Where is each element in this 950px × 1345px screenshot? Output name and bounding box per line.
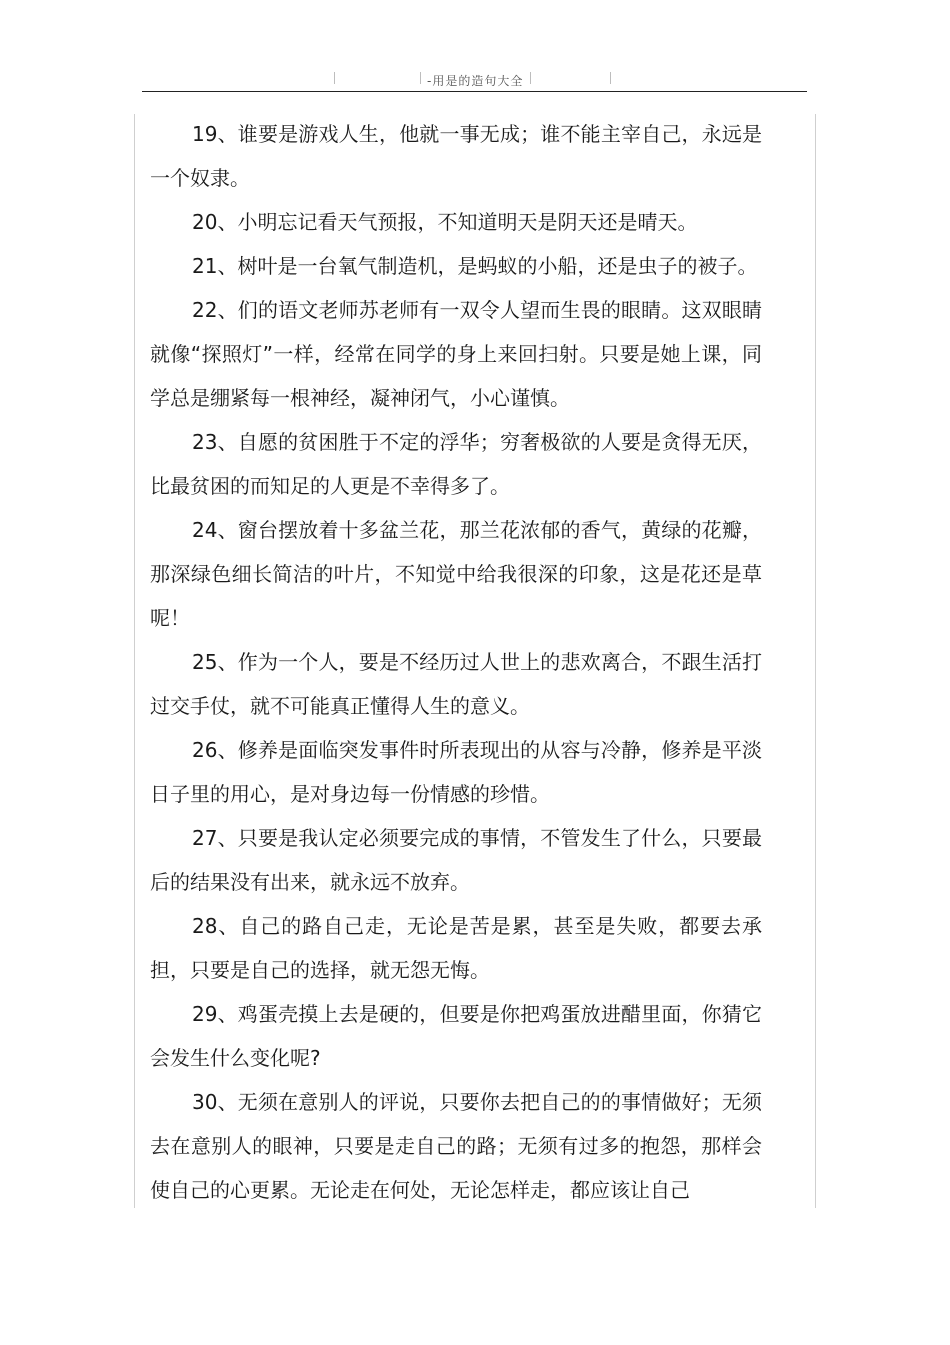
paragraph-19: 19、谁要是游戏人生，他就一事无成；谁不能主宰自己，永远是一个奴隶。 (150, 122, 762, 190)
paragraph-20: 20、小明忘记看天气预报，不知道明天是阴天还是晴天。 (192, 210, 698, 234)
left-margin-line (134, 114, 135, 1208)
paragraph-24: 24、窗台摆放着十多盆兰花，那兰花浓郁的香气，黄绿的花瓣，那深绿色细长简洁的叶片，不知觉中给我很深的印象，这是花还是草呢！ (150, 518, 762, 630)
header-tick-mark (420, 72, 421, 84)
paragraph-29: 29、鸡蛋壳摸上去是硬的，但要是你把鸡蛋放进醋里面，你猜它会发生什么变化呢? (150, 1002, 762, 1070)
header-tick-mark (610, 72, 611, 84)
page-header (142, 62, 807, 92)
header-tick-mark (334, 72, 335, 84)
right-margin-line (815, 114, 816, 1208)
paragraph-23: 23、自愿的贫困胜于不定的浮华；穷奢极欲的人要是贪得无厌，比最贫困的而知足的人更是不幸得多了。 (150, 430, 762, 498)
header-rule (142, 91, 807, 92)
paragraph-28: 28、自己的路自己走，无论是苦是累，甚至是失败，都要去承担，只要是自己的选择，就无怨无悔。 (150, 914, 762, 982)
paragraph-25: 25、作为一个人，要是不经历过人世上的悲欢离合，不跟生活打过交手仗，就不可能真正懂得人生的意义。 (150, 650, 762, 718)
header-tick-mark (530, 72, 531, 84)
paragraph-30: 30、无须在意别人的评说，只要你去把自己的的事情做好；无须去在意别人的眼神，只要是走自己的路；无须有过多的抱怨，那样会使自己的心更累。无论走在何处，无论怎样走，都应该让自己 (150, 1090, 762, 1202)
paragraph-22: 22、们的语文老师苏老师有一双令人望而生畏的眼睛。这双眼睛就像“探照灯”一样，经常在同学的身上来回扫射。只要是她上课，同学总是绷紧每一根神经，凝神闭气，小心谨慎。 (150, 298, 762, 410)
header-title: -用是的造句大全 (427, 74, 524, 88)
document-body (150, 112, 762, 1212)
paragraph-21: 21、树叶是一台氧气制造机，是蚂蚁的小船，还是虫子的被子。 (192, 254, 758, 278)
paragraph-26: 26、修养是面临突发事件时所表现出的从容与冷静，修养是平淡日子里的用心，是对身边每一份情感的珍惜。 (150, 738, 762, 806)
paragraph-27: 27、只要是我认定必须要完成的事情，不管发生了什么，只要最后的结果没有出来，就永远不放弃。 (150, 826, 762, 894)
